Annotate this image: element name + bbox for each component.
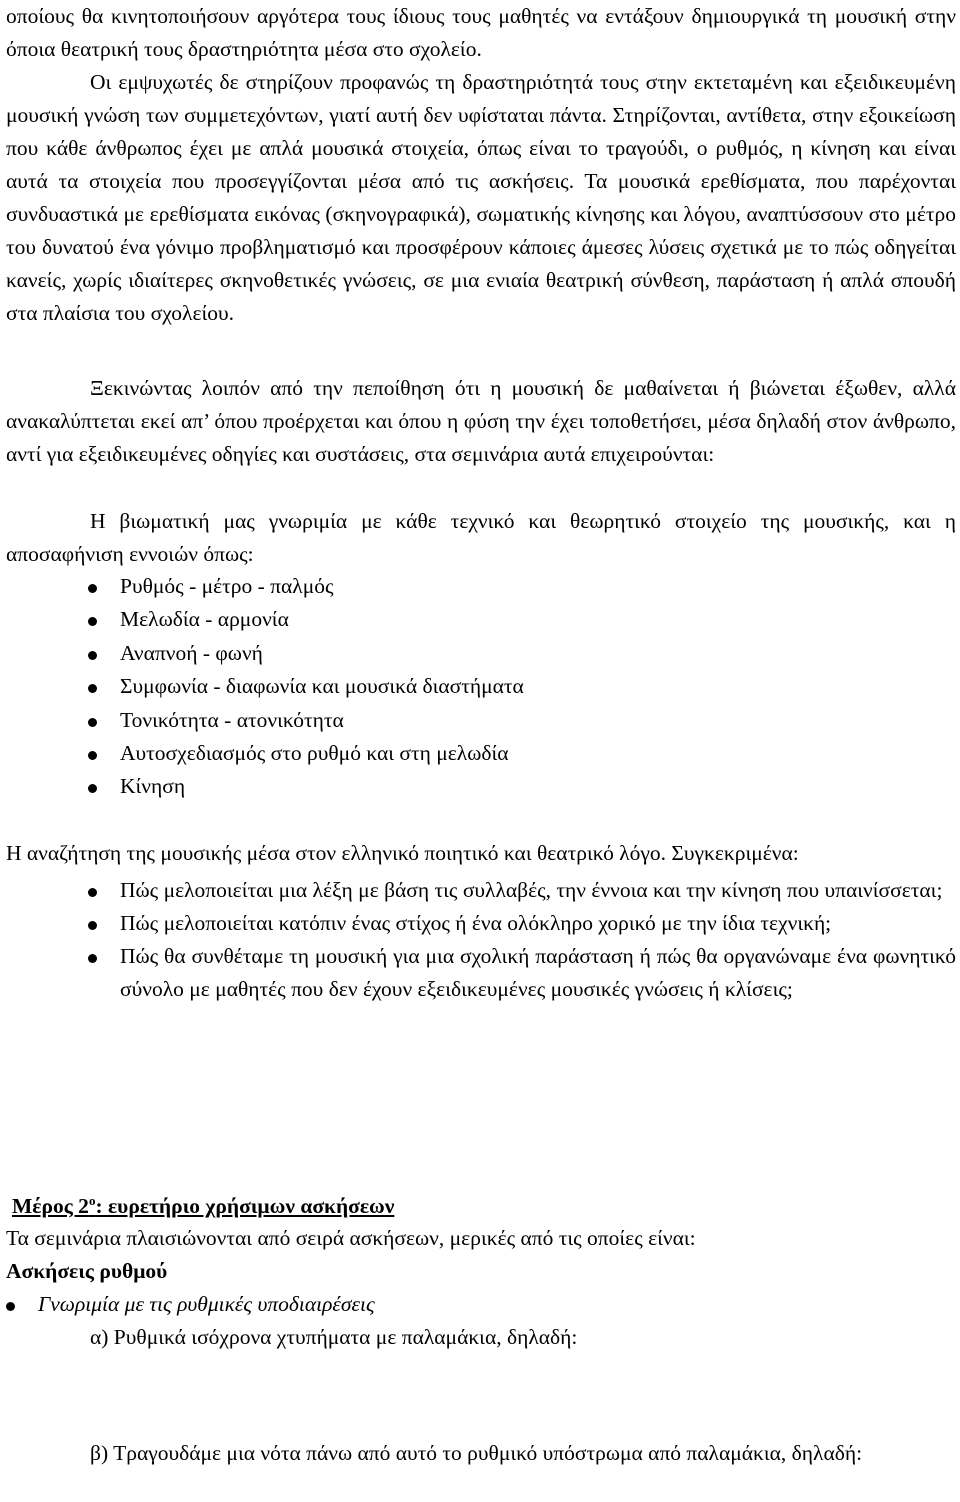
bullet-icon bbox=[88, 617, 97, 626]
bullet-icon bbox=[88, 784, 97, 793]
bullet-icon bbox=[88, 888, 97, 897]
list-item: Συμφωνία - διαφωνία και μουσικά διαστήματα bbox=[88, 670, 948, 703]
bullet-icon bbox=[88, 684, 97, 693]
list-item: Πώς μελοποιείται μια λέξη με βάση τις συλλαβές, την έννοια και την κίνηση που υπαινίσσεται; bbox=[88, 874, 956, 907]
bullet-icon bbox=[88, 751, 97, 760]
paragraph-2: Οι εμψυχωτές δε στηρίζουν προφανώς τη δραστηριότητά τους στην εκτεταμένη και εξειδικευμένη μουσική γνώση των συμμετεχόντων, γιατί αυτή δεν υφίσταται πάντα. Στηρίζονται, αντίθετα, στην εξοικείωση που κάθε άνθρωπος έχει με απλά μουσικά στοιχεία, όπως είναι το τραγούδι, ο ρυθμός, η κίνηση και είναι αυτά τα στοιχεία που προσεγγίζονται μέσα από τις ασκήσεις. Τα μουσικά ερεθίσματα, που παρέχονται συνδυαστικά με ερεθίσματα εικόνας (σκηνογραφικά), σωματικής κίνησης και λόγου, αναπτύσσουν στο μέτρο του δυνατού ένα γόνιμο προβληματισμό και προσφέρουν κάποιες άμεσες λύσεις σχετικά με το πώς οδηγείται κανείς, χωρίς ιδιαίτερες σκηνοθετικές γνώσεις, σε μια ενιαία θεατρική σύνθεση, παράσταση ή απλά σπουδή στα πλαίσια του σχολείου. bbox=[6, 70, 956, 325]
bullet-icon bbox=[88, 921, 97, 930]
list-item: Μελωδία - αρμονία bbox=[88, 603, 948, 636]
list-item: Γνωριμία με τις ρυθμικές υποδιαιρέσεις bbox=[6, 1288, 906, 1321]
bullet-icon bbox=[88, 954, 97, 963]
section-intro: Τα σεμινάρια πλαισιώνονται από σειρά ασκήσεων, μερικές από τις οποίες είναι: bbox=[6, 1226, 696, 1250]
list-item: Αυτοσχεδιασμός στο ρυθμό και στη μελωδία bbox=[88, 737, 948, 770]
paragraph-4: Η βιωματική μας γνωριμία με κάθε τεχνικό και θεωρητικό στοιχείο της μουσικής, και η αποσαφήνιση εννοιών όπως: bbox=[6, 509, 956, 566]
list-item: Πώς θα συνθέταμε τη μουσική για μια σχολική παράσταση ή πώς θα οργανώναμε ένα φωνητικό σύνολο με μαθητές που δεν έχουν εξειδικευμένες μουσικές γνώσεις ή κλίσεις; bbox=[88, 940, 956, 1006]
section-heading: Μέρος $2^o$: ευρετήριο χρήσιμων ασκήσεων bbox=[12, 1193, 395, 1218]
step-b: β) Τραγουδάμε μια νότα πάνω από αυτό το ρυθμικό υπόστρωμα από παλαμάκια, δηλαδή: bbox=[90, 1441, 863, 1465]
exercises-list bbox=[6, 1288, 906, 1321]
list-item: Κίνηση bbox=[88, 770, 948, 803]
list-item: Αναπνοή - φωνή bbox=[88, 637, 948, 670]
list-item: Τονικότητα - ατονικότητα bbox=[88, 704, 948, 737]
paragraph-5: Η αναζήτηση της μουσικής μέσα στον ελληνικό ποιητικό και θεατρικό λόγο. Συγκεκριμένα: bbox=[6, 841, 799, 865]
bullet-icon bbox=[88, 651, 97, 660]
step-a: α) Ρυθμικά ισόχρονα χτυπήματα με παλαμάκια, δηλαδή: bbox=[90, 1325, 578, 1349]
paragraph-3: Ξεκινώντας λοιπόν από την πεποίθηση ότι η μουσική δε μαθαίνεται ή βιώνεται έξωθεν, αλλά ανακαλύπτεται εκεί απ’ όπου προέρχεται και όπου η φύση την έχει τοποθετήσει, μέσα δηλαδή στον άνθρωπο, αντί για εξειδικευμένες οδηγίες και συστάσεις, στα σεμινάρια αυτά επιχειρούνται: bbox=[6, 376, 956, 466]
bullet-icon bbox=[88, 718, 97, 727]
concepts-list bbox=[88, 570, 948, 804]
exercises-heading: Ασκήσεις ρυθμού bbox=[6, 1259, 168, 1283]
list-item: Πώς μελοποιείται κατόπιν ένας στίχος ή ένα ολόκληρο χορικό με την ίδια τεχνική; bbox=[88, 907, 956, 940]
paragraph-1: οποίους θα κινητοποιήσουν αργότερα τους ίδιους τους μαθητές να εντάξουν δημιουργικά τη μουσική στην όποια θεατρική τους δραστηριότητα μέσα στο σχολείο. bbox=[6, 4, 956, 61]
bullet-icon bbox=[88, 584, 97, 593]
list-item: Ρυθμός - μέτρο - παλμός bbox=[88, 570, 948, 603]
bullet-icon bbox=[6, 1302, 15, 1311]
questions-list bbox=[88, 874, 956, 1006]
